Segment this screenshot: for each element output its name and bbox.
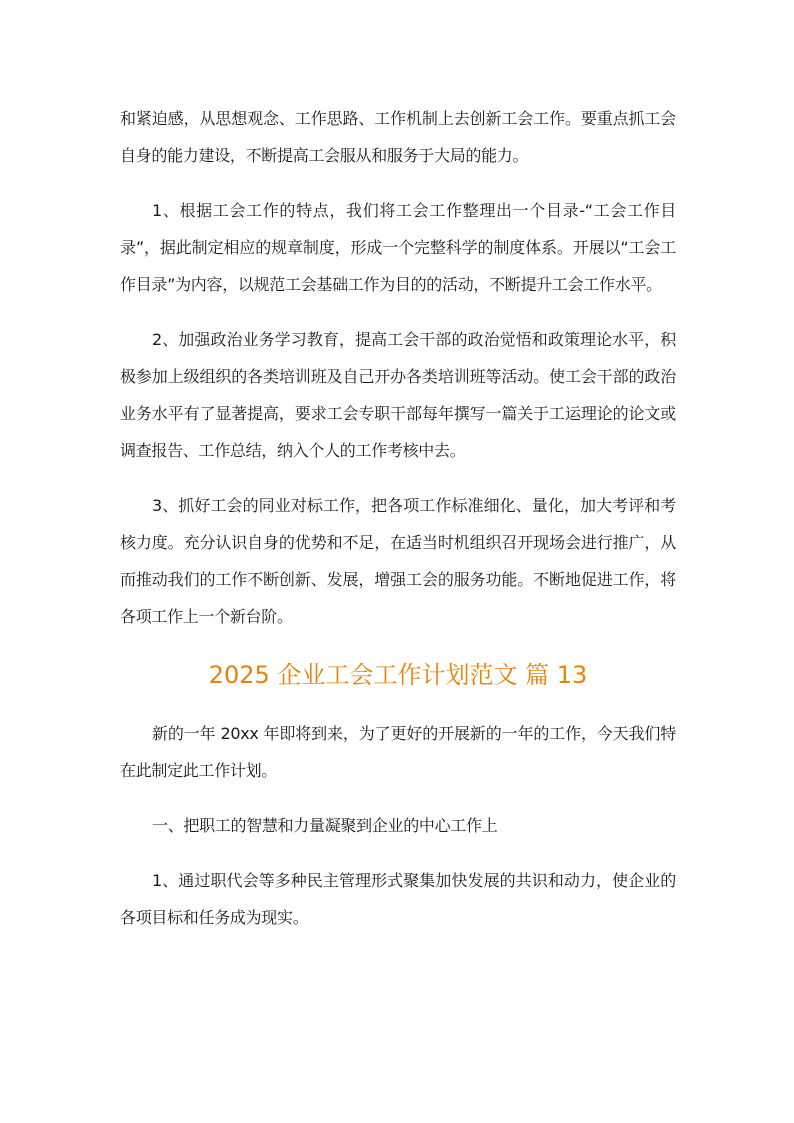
body-paragraph: 和紧迫感，从思想观念、工作思路、工作机制上去创新工会工作。要重点抓工会自身的能力建设，不断提高工会服从和服务于大局的能力。 [120, 109, 676, 165]
body-paragraph: 1、根据工会工作的特点，我们将工会工作整理出一个目录-“工会工作目录”，据此制定相应的规章制度，形成一个完整科学的制度体系。开展以“工会工作目录”为内容，以规范工会基础工作为目的的活动，不断提升工会工作水平。 [120, 201, 676, 294]
body-paragraph: 2、加强政治业务学习教育，提高工会干部的政治觉悟和政策理论水平，积极参加上级组织的各类培训班及自己开办各类培训班等活动。使工会干部的政治业务水平有了显著提高，要求工会专职干部每年撰写一篇关于工运理论的论文或调查报告、工作总结，纳入个人的工作考核中去。 [120, 330, 676, 460]
body-paragraph: 1、通过职代会等多种民主管理形式聚集加快发展的共识和动力，使企业的各项目标和任务成为现实。 [120, 871, 676, 927]
body-paragraph: 3、抓好工会的同业对标工作，把各项工作标准细化、量化，加大考评和考核力度。充分认识自身的优势和不足，在适当时机组织召开现场会进行推广，从而推动我们的工作不断创新、发展，增强工会的服务功能。不断地促进工作，将各项工作上一个新台阶。 [120, 496, 676, 626]
body-paragraph: 新的一年 20xx 年即将到来，为了更好的开展新的一年的工作，今天我们特在此制定此工作计划。 [120, 724, 676, 780]
document-page [120, 100, 676, 936]
subsection-heading: 一、把职工的智慧和力量凝聚到企业的中心工作上 [152, 816, 498, 835]
section-heading: 2025 企业工会工作计划范文 篇 13 [208, 661, 588, 689]
